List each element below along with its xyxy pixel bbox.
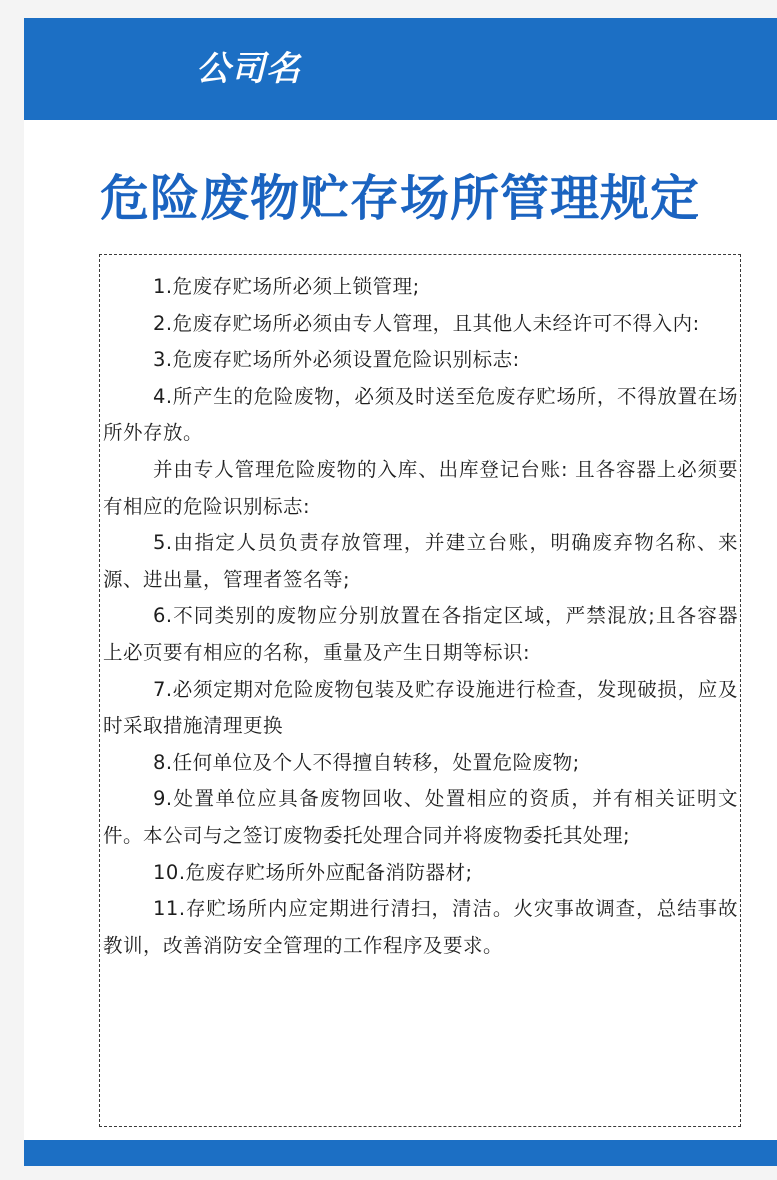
footer-band bbox=[24, 1140, 777, 1166]
rules-box bbox=[99, 254, 741, 1127]
rule-item: 6.不同类别的废物应分别放置在各指定区域，严禁混放;且各容器上必页要有相应的名称，重量及产生日期等标识: bbox=[103, 604, 738, 664]
rule-item: 3.危废存贮场所外必须设置危险识别标志: bbox=[153, 348, 520, 372]
document-title: 危险废物贮存场所管理规定 bbox=[100, 170, 701, 227]
rule-item: 5.由指定人员负责存放管理，并建立台账，明确废弃物名称、来源、进出量，管理者签名等; bbox=[103, 531, 738, 591]
rule-item: 4.所产生的危险废物，必须及时送至危废存贮场所，不得放置在场所外存放。 bbox=[103, 384, 738, 445]
rules-list bbox=[103, 269, 740, 964]
rule-item: 8.任何单位及个人不得擅自转移，处置危险废物; bbox=[153, 750, 580, 774]
company-name: 公司名 bbox=[196, 49, 301, 89]
header-band bbox=[24, 18, 777, 120]
rule-item: 并由专人管理危险废物的入库、出库登记台账: 且各容器上必须要有相应的危险识别标志: bbox=[103, 457, 738, 518]
rule-item: 10.危废存贮场所外应配备消防器材; bbox=[153, 860, 473, 884]
rule-item: 7.必须定期对危险废物包装及贮存设施进行检查，发现破损，应及时采取措施清理更换 bbox=[103, 677, 738, 738]
rule-item: 9.处置单位应具备废物回收、处置相应的资质，并有相关证明文件。本公司与之签订废物委托处理合同并将废物委托其处理; bbox=[103, 787, 738, 847]
rule-item: 2.危废存贮场所必须由专人管理，且其他人未经许可不得入内: bbox=[153, 311, 700, 335]
rule-item: 11.存贮场所内应定期进行清扫，清洁。火灾事故调查，总结事故教训，改善消防安全管理的工作程序及要求。 bbox=[103, 897, 738, 957]
signboard bbox=[24, 18, 777, 1166]
rule-item: 1.危废存贮场所必须上锁管理; bbox=[153, 275, 420, 298]
